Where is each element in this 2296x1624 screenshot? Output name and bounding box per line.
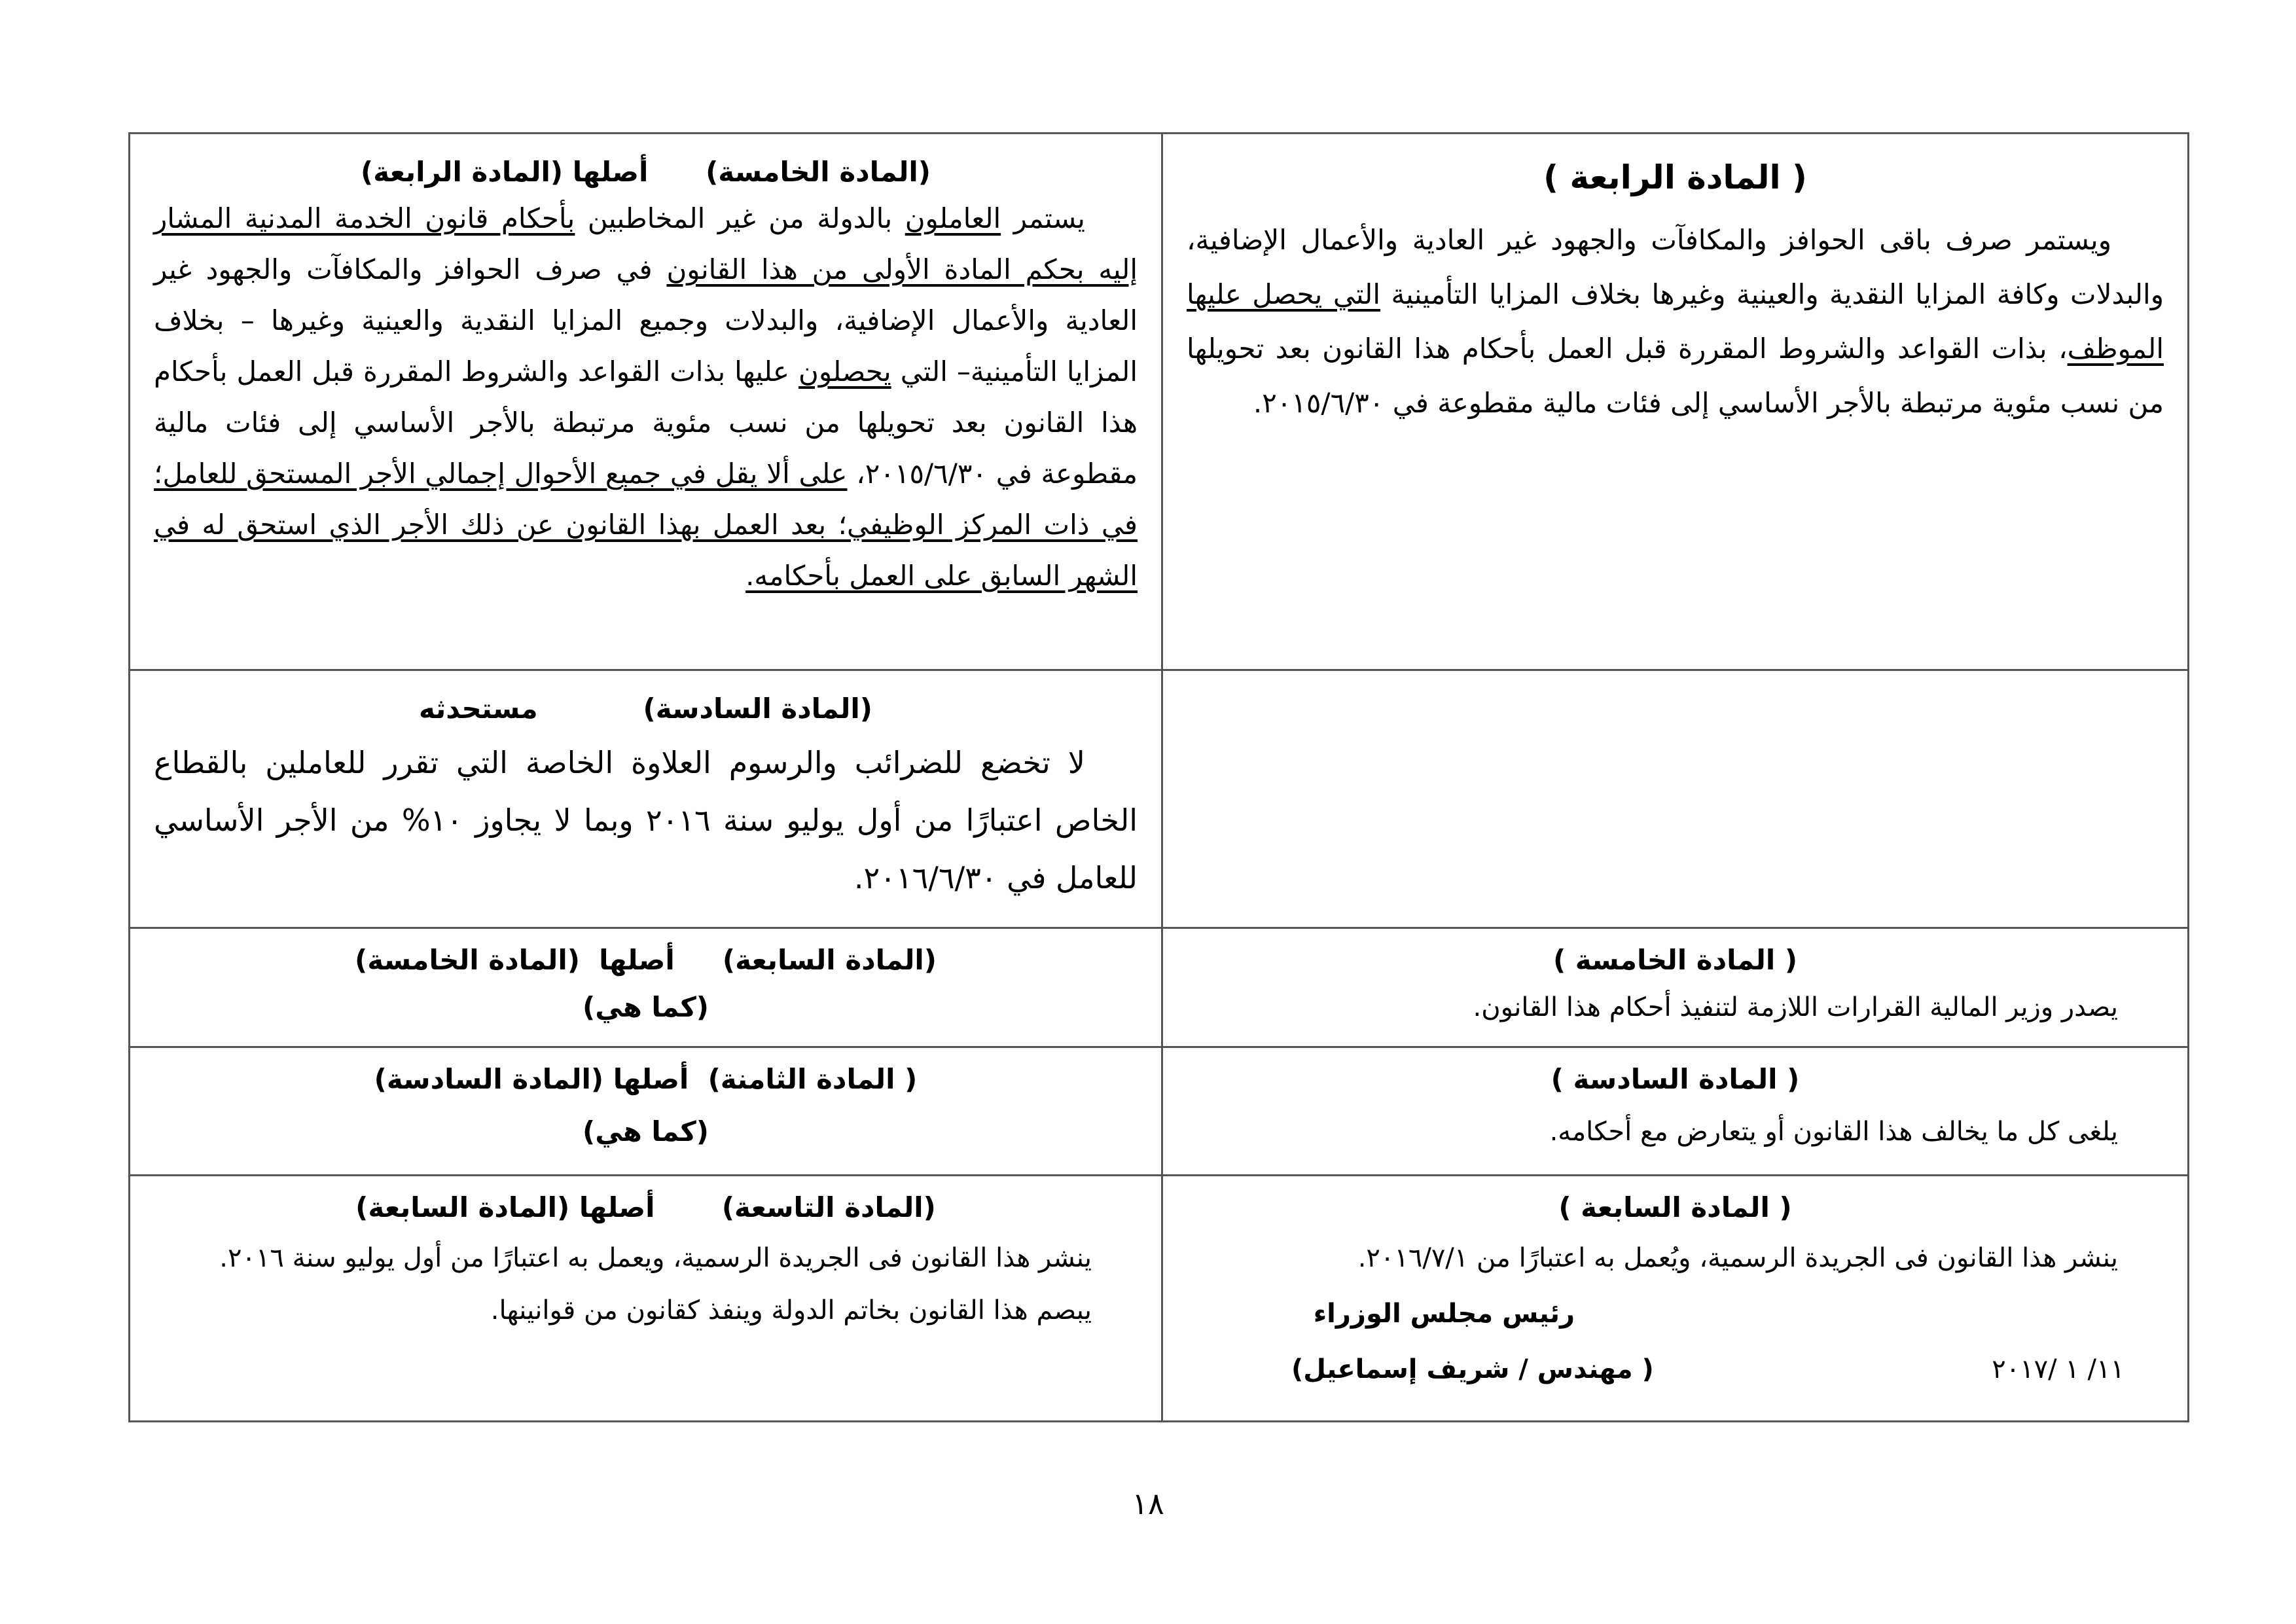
signature-line bbox=[1187, 1340, 2164, 1399]
article-title: ( المادة السابعة ) bbox=[1558, 1191, 1792, 1223]
article-title: (المادة السادسة) مستحدثه bbox=[419, 693, 872, 725]
amended-article-5-cell bbox=[130, 134, 1162, 670]
table-row bbox=[130, 928, 2189, 1047]
signer-name: ( مهندس / شريف إسماعيل) bbox=[1291, 1354, 1654, 1384]
article-text: يبصم هذا القانون بخاتم الدولة وينفذ كقانون من قوانينها. bbox=[490, 1295, 1092, 1326]
article-text: يصدر وزير المالية القرارات اللازمة لتنفيذ أحكام هذا القانون. bbox=[1473, 992, 2118, 1022]
article-title: ( المادة السادسة ) bbox=[1551, 1063, 1800, 1095]
article-text: لا تخضع للضرائب والرسوم العلاوة الخاصة التي تقرر للعاملين بالقطاع الخاص اعتبارًا من أول يوليو سنة ٢٠١٦ وبما لا يجاوز ١٠% من الأجر الأساسي للعامل في ٢٠١٦/٦/٣٠. bbox=[154, 745, 1138, 895]
original-article-6-cell bbox=[1162, 1047, 2189, 1176]
amended-article-8-cell bbox=[130, 1047, 1162, 1176]
amended-article-9-cell bbox=[130, 1176, 1162, 1422]
article-text: ويستمر صرف باقى الحوافز والمكافآت والجهود غير العادية والأعمال الإضافية، والبدلات وكافة المزايا النقدية والعينية وغيرها بخلاف المزايا التأمينية التي يحصل عليها الموظف، بذات القواعد والشروط المقررة قبل العمل بأحكام هذا القانون بعد تحويلها من نسب مئوية مرتبطة بالأجر الأساسي إلى فئات مالية مقطوعة في ٢٠١٥/٦/٣٠. bbox=[1187, 224, 2164, 419]
table-row bbox=[130, 1047, 2189, 1176]
article-text: ينشر هذا القانون فى الجريدة الرسمية، ويعمل به اعتبارًا من أول يوليو سنة ٢٠١٦. bbox=[219, 1243, 1092, 1273]
amended-article-7-cell bbox=[130, 928, 1162, 1047]
original-article-5-cell bbox=[1162, 928, 2189, 1047]
law-comparison-table bbox=[128, 132, 2189, 1422]
as-is-note: (كما هي) bbox=[583, 991, 709, 1023]
article-title: ( المادة الثامنة) أصلها (المادة السادسة) bbox=[374, 1063, 918, 1095]
article-title: (المادة الخامسة) أصلها (المادة الرابعة) bbox=[361, 156, 931, 188]
table-row bbox=[130, 670, 2189, 928]
article-text: يستمر العاملون بالدولة من غير المخاطبين بأحكام قانون الخدمة المدنية المشار إليه بحكم المادة الأولى من هذا القانون في صرف الحوافز والمكافآت والجهود غير العادية والأعمال الإضافية، والبدلات وجميع المزايا النقدية والعينية وغيرها – بخلاف المزايا التأمينية– التي يحصلون عليها بذات القواعد والشروط المقررة قبل العمل بأحكام هذا القانون بعد تحويلها من نسب مئوية مرتبطة بالأجر الأساسي إلى فئات مالية مقطوعة في ٢٠١٥/٦/٣٠، على ألا يقل في جميع الأحوال إجمالي الأجر المستحق للعامل؛ في ذات المركز الوظيفي؛ بعد العمل بهذا القانون عن ذلك الأجر الذي استحق له في الشهر السابق على العمل بأحكامه. bbox=[154, 202, 1138, 592]
article-text: ينشر هذا القانون فى الجريدة الرسمية، ويُعمل به اعتبارًا من ٢٠١٦/٧/١. bbox=[1357, 1243, 2118, 1273]
article-text: يلغى كل ما يخالف هذا القانون أو يتعارض مع أحكامه. bbox=[1549, 1117, 2118, 1147]
article-title: ( المادة الرابعة ) bbox=[1543, 158, 1807, 196]
signer-title: رئيس مجلس الوزراء bbox=[1313, 1299, 1575, 1329]
original-article-4-cell bbox=[1162, 134, 2189, 670]
page-number: ١٨ bbox=[1132, 1486, 1164, 1521]
original-article-7-cell bbox=[1162, 1176, 2189, 1422]
as-is-note: (كما هي) bbox=[583, 1115, 709, 1147]
table-row bbox=[130, 1176, 2189, 1422]
signature-date: ١١/ ١ /٢٠١٧ bbox=[1992, 1354, 2125, 1384]
table-row bbox=[130, 134, 2189, 670]
amended-article-6-cell bbox=[130, 670, 1162, 928]
empty-cell bbox=[1162, 670, 2189, 928]
article-title: ( المادة الخامسة ) bbox=[1552, 944, 1798, 976]
article-title: (المادة التاسعة) أصلها (المادة السابعة) bbox=[355, 1191, 936, 1223]
article-title: (المادة السابعة) أصلها (المادة الخامسة) bbox=[355, 944, 937, 976]
